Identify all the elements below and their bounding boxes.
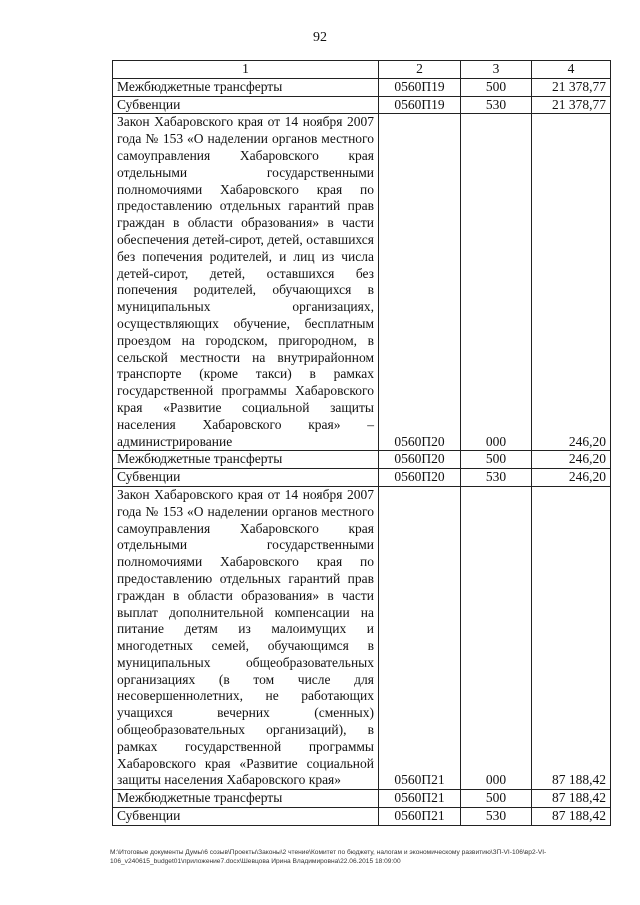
table-row bbox=[113, 96, 611, 114]
budget-table bbox=[112, 60, 611, 826]
table-row bbox=[113, 114, 611, 451]
file-path-footer: M:\Итоговые документы Думы\6 созыв\Проекты\Законы\2 чтение\Комитет по бюджету, налогам и экономическому развитию\ЗП-VI-106\вр2-VI-106_v240615_budget01\приложение7.docx\Шевцова Ирина Владимировна\22.06.2015 18:09:00 bbox=[110, 849, 547, 865]
row-name: Межбюджетные трансферты bbox=[113, 790, 379, 808]
header-col-2: 2 bbox=[379, 61, 461, 79]
row-amount: 87 188,42 bbox=[532, 486, 611, 789]
row-type: 500 bbox=[461, 790, 532, 808]
row-type: 530 bbox=[461, 808, 532, 826]
row-name: Межбюджетные трансферты bbox=[113, 451, 379, 469]
page-number: 92 bbox=[313, 30, 327, 45]
row-type: 530 bbox=[461, 96, 532, 114]
header-col-4: 4 bbox=[532, 61, 611, 79]
table-row bbox=[113, 790, 611, 808]
table-row bbox=[113, 78, 611, 96]
row-amount: 21 378,77 bbox=[532, 78, 611, 96]
row-amount: 87 188,42 bbox=[532, 790, 611, 808]
row-name: Закон Хабаровского края от 14 ноября 2007 года № 153 «О наделении органов местного самоуправления Хабаровского края отдельными государственными полномочиями Хабаровского края по предоставлению отдельных гарантий прав граждан в области образования» в части выплат дополнительной компенсации на питание детям из малоимущих и многодетных семей, обучающимся в муниципальных общеобразовательных организациях (в том числе для несовершеннолетних, не работающих учащихся вечерних (сменных) общеобразовательных организаций), в рамках государственной программы Хабаровского края «Развитие социальной защиты населения Хабаровского края» bbox=[113, 486, 379, 789]
row-type: 530 bbox=[461, 469, 532, 487]
row-amount: 21 378,77 bbox=[532, 96, 611, 114]
row-code: 0560П20 bbox=[379, 114, 461, 451]
row-code: 0560П21 bbox=[379, 808, 461, 826]
row-type: 000 bbox=[461, 486, 532, 789]
row-name: Субвенции bbox=[113, 469, 379, 487]
row-amount: 246,20 bbox=[532, 469, 611, 487]
row-code: 0560П19 bbox=[379, 78, 461, 96]
row-code: 0560П19 bbox=[379, 96, 461, 114]
row-amount: 246,20 bbox=[532, 114, 611, 451]
row-type: 500 bbox=[461, 451, 532, 469]
row-name: Межбюджетные трансферты bbox=[113, 78, 379, 96]
row-amount: 246,20 bbox=[532, 451, 611, 469]
table-row bbox=[113, 808, 611, 826]
row-name: Закон Хабаровского края от 14 ноября 2007 года № 153 «О наделении органов местного самоуправления Хабаровского края отдельными государственными полномочиями Хабаровского края по предоставлению отдельных гарантий прав граждан в области образования» в части обеспечения детей-сирот, детей, оставшихся без попечения родителей, и лиц из числа детей-сирот, детей, оставшихся без попечения родителей, обучающихся в муниципальных организациях, осуществляющих обучение, бесплатным проездом на городском, пригородном, в сельской местности на внутрирайонном транспорте (кроме такси) в рамках государственной программы Хабаровского края «Развитие социальной защиты населения Хабаровского края» – администрирование bbox=[113, 114, 379, 451]
row-name: Субвенции bbox=[113, 96, 379, 114]
row-code: 0560П21 bbox=[379, 790, 461, 808]
row-name: Субвенции bbox=[113, 808, 379, 826]
row-amount: 87 188,42 bbox=[532, 808, 611, 826]
row-code: 0560П20 bbox=[379, 469, 461, 487]
table-row bbox=[113, 451, 611, 469]
row-code: 0560П21 bbox=[379, 486, 461, 789]
row-type: 000 bbox=[461, 114, 532, 451]
row-code: 0560П20 bbox=[379, 451, 461, 469]
header-col-1: 1 bbox=[113, 61, 379, 79]
row-type: 500 bbox=[461, 78, 532, 96]
table-row bbox=[113, 469, 611, 487]
header-col-3: 3 bbox=[461, 61, 532, 79]
table-row bbox=[113, 486, 611, 789]
table-header-row bbox=[113, 61, 611, 79]
